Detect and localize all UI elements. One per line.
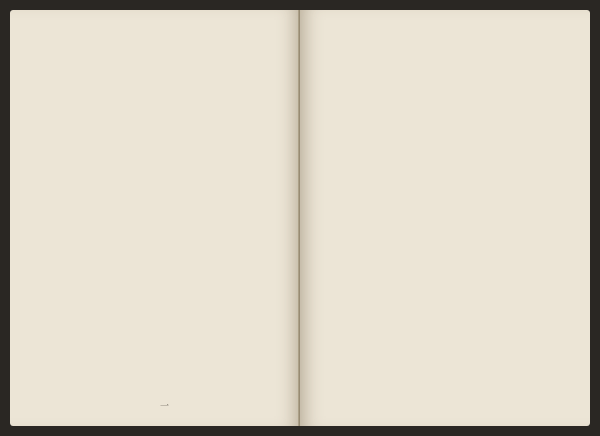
- left-page-number: 一: [160, 402, 170, 412]
- table-of-contents: [340, 58, 570, 388]
- body-text: [50, 70, 230, 370]
- right-page: [300, 10, 590, 426]
- left-page: [10, 10, 300, 426]
